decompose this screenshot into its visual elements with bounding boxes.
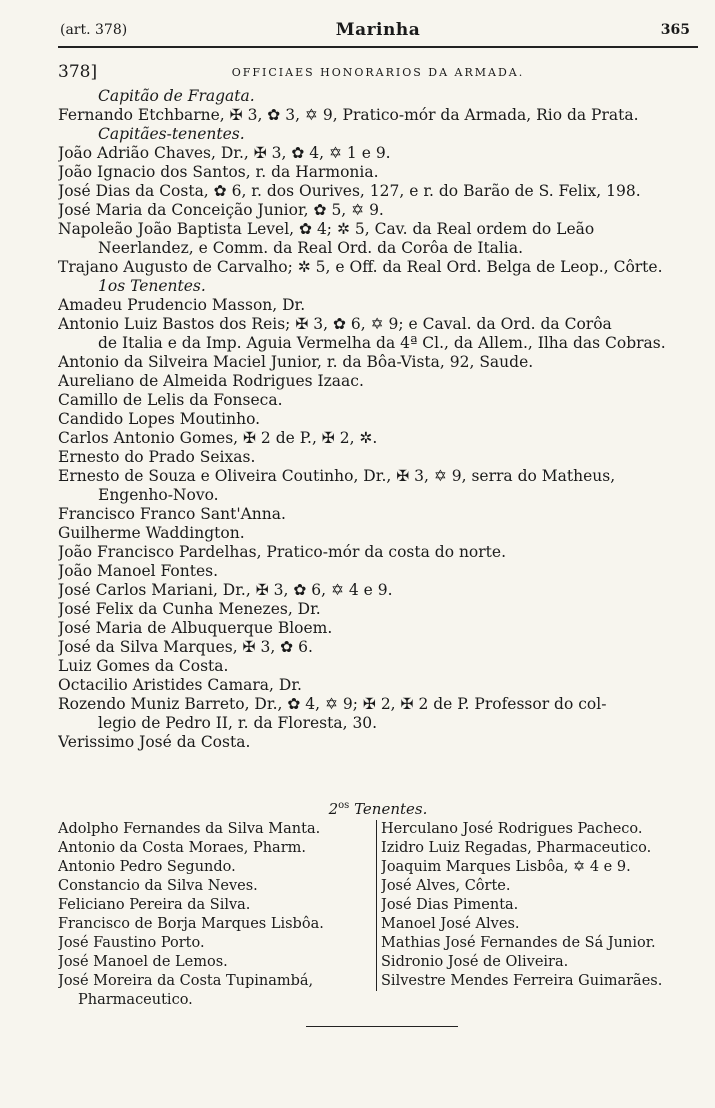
list-item: José Moreira da Costa Tupinambá, <box>58 973 314 989</box>
list-item: Ernesto do Prado Seixas. <box>58 448 256 466</box>
list-item: Octacilio Aristides Camara, Dr. <box>58 676 302 694</box>
list-item-continuation: de Italia e da Imp. Aguia Vermelha da 4ª Cl., da Allem., Ilha das Cobras. <box>98 334 666 352</box>
officers-list <box>58 87 698 752</box>
list-item: Manoel José Alves. <box>381 916 520 932</box>
list-item: Guilherme Waddington. <box>58 524 245 542</box>
list-item: Francisco Franco Sant'Anna. <box>58 505 286 523</box>
list-item: Rozendo Muniz Barreto, Dr., ✿ 4, ✡ 9; ✠ 2, ✠ 2 de P. Professor do col- <box>58 695 607 713</box>
page-number: 365 <box>660 22 690 38</box>
list-item: Herculano José Rodrigues Pacheco. <box>381 821 643 837</box>
list-item: Trajano Augusto de Carvalho; ✲ 5, e Off. da Real Ord. Belga de Leop., Côrte. <box>58 258 663 276</box>
rank-heading-number: 2 <box>328 800 339 818</box>
section-heading <box>58 62 698 84</box>
rank-heading-text: Tenentes. <box>349 800 428 818</box>
list-item: Candido Lopes Moutinho. <box>58 410 261 428</box>
list-item: José Felix da Cunha Menezes, Dr. <box>58 600 321 618</box>
list-item: Antonio Luiz Bastos dos Reis; ✠ 3, ✿ 6, ✡ 9; e Caval. da Ord. da Corôa <box>58 315 612 333</box>
list-item: Adolpho Fernandes da Silva Manta. <box>58 821 321 837</box>
list-item: Sidronio José de Oliveira. <box>381 954 569 970</box>
list-item: Amadeu Prudencio Masson, Dr. <box>58 296 306 314</box>
list-item-continuation: legio de Pedro II, r. da Floresta, 30. <box>98 714 378 732</box>
rank-heading: Capitães-tenentes. <box>98 125 245 143</box>
list-item-continuation: Neerlandez, e Comm. da Real Ord. da Corôa de Italia. <box>98 239 523 257</box>
list-item: Antonio da Costa Moraes, Pharm. <box>58 840 306 856</box>
rank-heading-superscript: os <box>338 800 350 811</box>
list-item: João Manoel Fontes. <box>58 562 219 580</box>
list-item: José Maria de Albuquerque Bloem. <box>58 619 333 637</box>
list-item: Mathias José Fernandes de Sá Junior. <box>381 935 656 951</box>
list-item: Constancio da Silva Neves. <box>58 878 258 894</box>
list-item: Izidro Luiz Regadas, Pharmaceutico. <box>381 840 652 856</box>
list-item: Joaquim Marques Lisbôa, ✡ 4 e 9. <box>381 859 631 875</box>
rank-heading: 1os Tenentes. <box>98 277 206 295</box>
article-reference: (art. 378) <box>60 22 128 38</box>
list-item: José Manoel de Lemos. <box>58 954 228 970</box>
list-item: Camillo de Lelis da Fonseca. <box>58 391 283 409</box>
list-item: José Maria da Conceição Junior, ✿ 5, ✡ 9. <box>58 201 384 219</box>
section-title: OFFICIAES HONORARIOS DA ARMADA. <box>231 66 525 79</box>
running-head <box>58 18 698 48</box>
footer-divider <box>306 1026 458 1027</box>
list-item: Fernando Etchbarne, ✠ 3, ✿ 3, ✡ 9, Pratico-mór da Armada, Rio da Prata. <box>58 106 639 124</box>
list-item: Carlos Antonio Gomes, ✠ 2 de P., ✠ 2, ✲. <box>58 429 378 447</box>
list-item: João Adrião Chaves, Dr., ✠ 3, ✿ 4, ✡ 1 e 9. <box>58 144 391 162</box>
list-item: José Dias Pimenta. <box>381 897 519 913</box>
list-item: Verissimo José da Costa. <box>58 733 251 751</box>
list-item: João Francisco Pardelhas, Pratico-mór da costa do norte. <box>58 543 507 561</box>
list-item: Antonio da Silveira Maciel Junior, r. da Bôa-Vista, 92, Saude. <box>58 353 534 371</box>
right-column <box>376 820 703 991</box>
rank-heading: Capitão de Fragata. <box>98 87 255 105</box>
rank-heading-second-lieutenants <box>58 796 698 819</box>
list-item: Ernesto de Souza e Oliveira Coutinho, Dr., ✠ 3, ✡ 9, serra do Matheus, <box>58 467 616 485</box>
list-item: José da Silva Marques, ✠ 3, ✿ 6. <box>58 638 313 656</box>
list-item: Napoleão João Baptista Level, ✿ 4; ✲ 5, Cav. da Real ordem do Leão <box>58 220 595 238</box>
list-item: Antonio Pedro Segundo. <box>58 859 236 875</box>
list-item: João Ignacio dos Santos, r. da Harmonia. <box>58 163 379 181</box>
list-item: Luiz Gomes da Costa. <box>58 657 229 675</box>
running-title: Marinha <box>335 20 421 40</box>
list-item: Francisco de Borja Marques Lisbôa. <box>58 916 324 932</box>
left-column <box>58 820 370 1010</box>
list-item-continuation: Pharmaceutico. <box>78 992 193 1008</box>
list-item: Silvestre Mendes Ferreira Guimarães. <box>381 973 663 989</box>
list-item: José Carlos Mariani, Dr., ✠ 3, ✿ 6, ✡ 4 e 9. <box>58 581 393 599</box>
list-item: José Faustino Porto. <box>58 935 205 951</box>
list-item-continuation: Engenho-Novo. <box>98 486 219 504</box>
list-item: Feliciano Pereira da Silva. <box>58 897 251 913</box>
list-item: Aureliano de Almeida Rodrigues Izaac. <box>58 372 364 390</box>
section-number: 378] <box>58 62 98 82</box>
list-item: José Alves, Côrte. <box>381 878 511 894</box>
list-item: José Dias da Costa, ✿ 6, r. dos Ourives, 127, e r. do Barão de S. Felix, 198. <box>58 182 641 200</box>
